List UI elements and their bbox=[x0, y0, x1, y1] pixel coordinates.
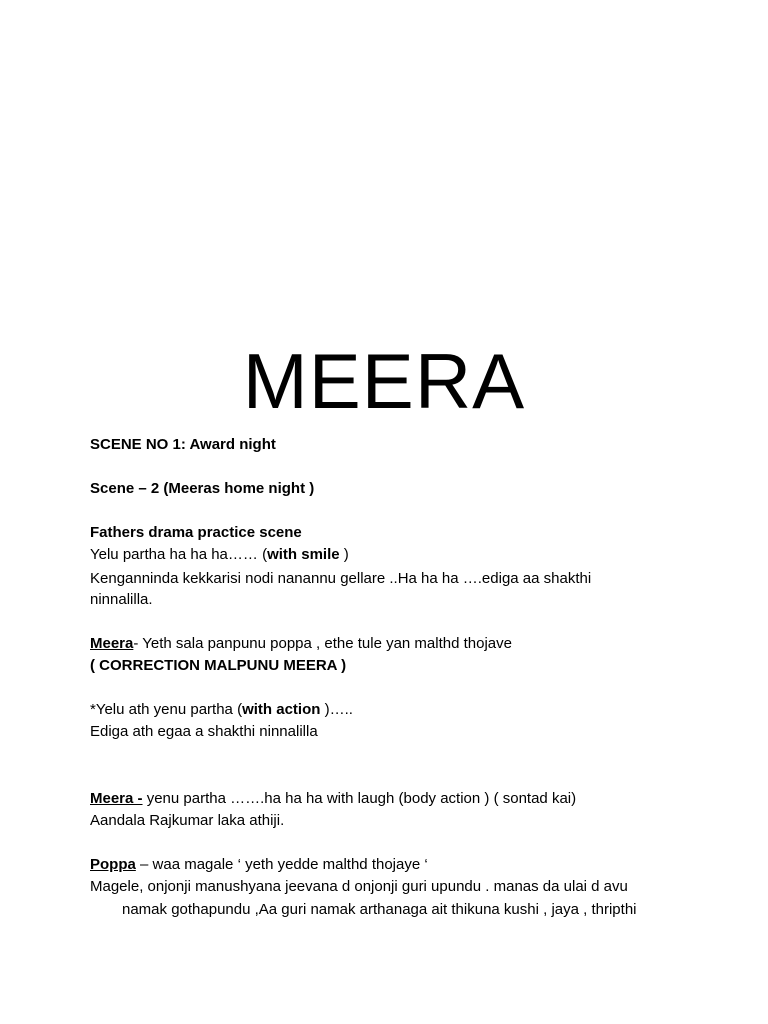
dialogue-line: namak gothapundu ,Aa guri namak arthanaga ait thikuna kushi , jaya , thripthi bbox=[122, 901, 637, 918]
stage-direction: with action bbox=[242, 701, 321, 718]
speaker-name: Meera - bbox=[90, 790, 143, 807]
dialogue-text: yenu partha …….ha ha ha with laugh (body action ) ( sontad kai) bbox=[142, 790, 577, 807]
scene-2-heading: Scene – 2 (Meeras home night ) bbox=[90, 480, 315, 497]
scene-1-heading: SCENE NO 1: Award night bbox=[90, 436, 276, 453]
dialogue-line: ninnalilla. bbox=[90, 591, 153, 608]
dialogue-line: Aandala Rajkumar laka athiji. bbox=[90, 812, 285, 829]
dialogue-text: ) bbox=[339, 546, 349, 563]
dialogue-text: Yelu partha ha ha ha…… ( bbox=[90, 546, 268, 563]
dialogue-line: Magele, onjonji manushyana jeevana d onjonji guri upundu . manas da ulai d avu bbox=[90, 878, 628, 895]
dialogue-line bbox=[90, 700, 353, 720]
dialogue-text: *Yelu ath yenu partha ( bbox=[90, 701, 243, 718]
document-title: MEERA bbox=[242, 337, 526, 425]
meera-dialogue bbox=[90, 634, 512, 654]
correction-note: ( CORRECTION MALPUNU MEERA ) bbox=[90, 657, 347, 674]
dialogue-line: Kenganninda kekkarisi nodi nanannu gellare ..Ha ha ha ….ediga aa shakthi bbox=[90, 570, 592, 587]
speaker-name: Meera bbox=[90, 635, 134, 652]
practice-scene-heading: Fathers drama practice scene bbox=[90, 524, 302, 541]
dialogue-line: Ediga ath egaa a shakthi ninnalilla bbox=[90, 723, 318, 740]
stage-direction: with smile bbox=[267, 546, 340, 563]
dialogue-line bbox=[90, 545, 349, 565]
speaker-name: Poppa bbox=[90, 856, 136, 873]
meera-dialogue bbox=[90, 789, 576, 809]
dialogue-text: - Yeth sala panpunu poppa , ethe tule yan malthd thojave bbox=[133, 635, 512, 652]
dialogue-text: )….. bbox=[320, 701, 353, 718]
dialogue-text: – waa magale ‘ yeth yedde malthd thojaye ‘ bbox=[135, 856, 428, 873]
poppa-dialogue bbox=[90, 855, 428, 875]
